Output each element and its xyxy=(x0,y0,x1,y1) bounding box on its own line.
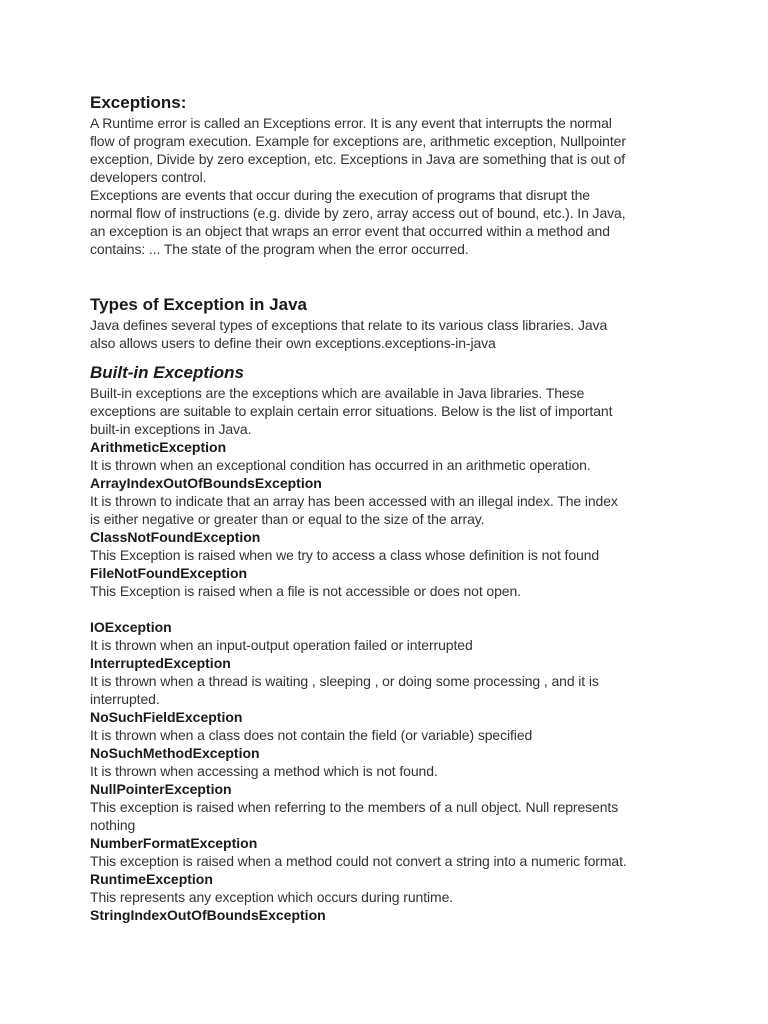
exception-description: It is thrown when accessing a method which is not found. xyxy=(90,763,438,779)
text-line: developers control. xyxy=(90,169,207,185)
exceptions-paragraph-2 xyxy=(90,186,690,258)
exception-entry xyxy=(90,528,690,564)
exception-description: It is thrown to indicate that an array has been accessed with an illegal index. The index xyxy=(90,493,618,509)
exception-entry xyxy=(90,654,690,708)
exception-description: interrupted. xyxy=(90,691,160,707)
exception-entry xyxy=(90,564,690,600)
exception-entry xyxy=(90,870,690,906)
exception-name: FileNotFoundException xyxy=(90,565,248,581)
text-line: built-in exceptions in Java. xyxy=(90,421,252,437)
text-line: normal flow of instructions (e.g. divide by zero, array access out of bound, etc.). In Java, xyxy=(90,205,626,221)
exception-entry xyxy=(90,780,690,834)
text-line: Exceptions are events that occur during the execution of programs that disrupt the xyxy=(90,187,590,203)
text-line: Java defines several types of exceptions that relate to its various class libraries. Java xyxy=(90,317,608,333)
exception-name: ClassNotFoundException xyxy=(90,529,261,545)
exception-description: This Exception is raised when a file is not accessible or does not open. xyxy=(90,583,521,599)
exception-description: This exception is raised when referring to the members of a null object. Null represents xyxy=(90,799,619,815)
exception-description: It is thrown when a class does not contain the field (or variable) specified xyxy=(90,727,533,743)
exception-name: NumberFormatException xyxy=(90,835,258,851)
exception-entry xyxy=(90,834,690,870)
exception-entry xyxy=(90,474,690,528)
exception-entry xyxy=(90,744,690,780)
text-line: A Runtime error is called an Exceptions error. It is any event that interrupts the normal xyxy=(90,115,612,131)
exception-name: NoSuchMethodException xyxy=(90,745,260,761)
builtin-heading: Built-in Exceptions xyxy=(90,363,244,382)
exception-entry xyxy=(90,906,690,924)
exceptions-heading: Exceptions: xyxy=(90,93,187,112)
exception-name: IOException xyxy=(90,619,172,635)
exception-description: nothing xyxy=(90,817,136,833)
exception-entry xyxy=(90,618,690,654)
exceptions-paragraph-1 xyxy=(90,114,690,186)
text-line: also allows users to define their own exceptions.exceptions-in-java xyxy=(90,335,496,351)
exception-list xyxy=(90,438,690,924)
exception-description: is either negative or greater than or equal to the size of the array. xyxy=(90,511,485,527)
text-line: exception, Divide by zero exception, etc. Exceptions in Java are something that is out of xyxy=(90,151,626,167)
exception-description: This represents any exception which occurs during runtime. xyxy=(90,889,454,905)
exception-name: NullPointerException xyxy=(90,781,232,797)
text-line: contains: ... The state of the program when the error occurred. xyxy=(90,241,469,257)
exception-description: It is thrown when an input-output operation failed or interrupted xyxy=(90,637,473,653)
document-page xyxy=(90,92,690,924)
text-line: an exception is an object that wraps an error event that occurred within a method and xyxy=(90,223,610,239)
exception-name: RuntimeException xyxy=(90,871,213,887)
types-heading: Types of Exception in Java xyxy=(90,295,307,314)
builtin-paragraph xyxy=(90,384,690,438)
exception-entry xyxy=(90,708,690,744)
exception-entry xyxy=(90,438,690,474)
exception-name: InterruptedException xyxy=(90,655,231,671)
text-line: exceptions are suitable to explain certain error situations. Below is the list of important xyxy=(90,403,613,419)
exception-description: This exception is raised when a method could not convert a string into a numeric format. xyxy=(90,853,627,869)
text-line: Built-in exceptions are the exceptions which are available in Java libraries. These xyxy=(90,385,585,401)
types-paragraph xyxy=(90,316,690,352)
exception-name: ArithmeticException xyxy=(90,439,227,455)
exception-description: It is thrown when a thread is waiting , sleeping , or doing some processing , and it is xyxy=(90,673,599,689)
exception-description: This Exception is raised when we try to access a class whose definition is not found xyxy=(90,547,600,563)
exception-description: It is thrown when an exceptional condition has occurred in an arithmetic operation. xyxy=(90,457,591,473)
text-line: flow of program execution. Example for exceptions are, arithmetic exception, Nullpointer xyxy=(90,133,626,149)
exception-name: NoSuchFieldException xyxy=(90,709,243,725)
exception-name: ArrayIndexOutOfBoundsException xyxy=(90,475,322,491)
exception-name: StringIndexOutOfBoundsException xyxy=(90,907,326,923)
